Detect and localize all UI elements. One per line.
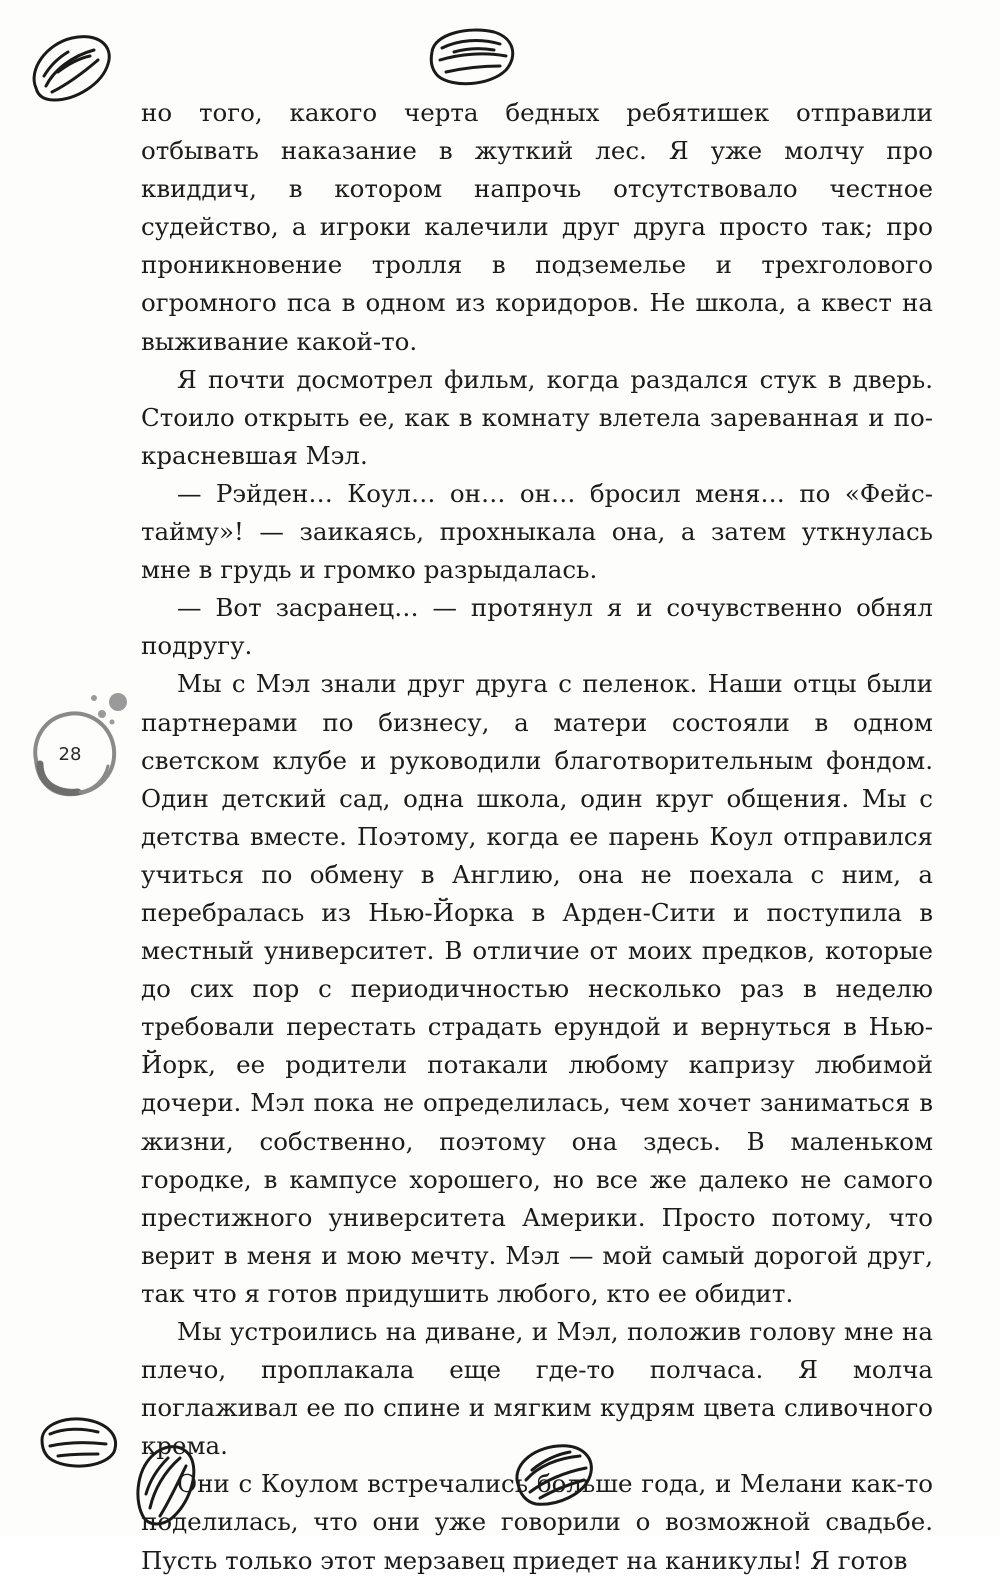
paragraph-1: но того, какого черта бедных ребятишек отправили отбывать наказание в жуткий лес. Я уже молчу про квиддич, в котором напрочь отсутствовало честное судейство, а игроки калечили друг друга просто так; про проникновение тролля в подземелье и трехголового огромного пса в одном из коридоров. Не школа, а квест на выживание какой-то. bbox=[141, 98, 933, 356]
paragraph-4: — Вот засранец… — протянул я и сочувственно обнял подругу. bbox=[141, 593, 933, 661]
raisin-icon-bottom-left bbox=[36, 1412, 122, 1472]
raisin-icon-top-center bbox=[424, 22, 520, 92]
raisin-icon-top-left bbox=[24, 30, 116, 108]
page-number-badge bbox=[18, 690, 128, 800]
body-text bbox=[141, 94, 933, 1580]
page-number: 28 bbox=[58, 744, 82, 765]
paragraph-3: — Рэйден… Коул… он… он… бросил меня… по «Фейстайму»! — заикаясь, прохныкала она, а затем уткнулась мне в грудь и громко разрыдалась. bbox=[141, 478, 933, 585]
paragraph-7: Они с Коулом встречались больше года, и Мелани как-то поделилась, что они уже говорили о возможной свадьбе. Пусть только этот мерзавец приедет на каникулы! Я готов bbox=[141, 1469, 933, 1575]
paragraph-6: Мы устроились на диване, и Мэл, положив голову мне на плечо, проплакала еще где-то полчаса. Я молча поглаживал ее по спине и мягким кудрям цвета сливочного крема. bbox=[141, 1317, 933, 1461]
paragraph-5: Мы с Мэл знали друг друга с пеленок. Наши отцы были партнерами по бизнесу, а матери состояли в одном светском клубе и руководили благотворительным фондом. Один детский сад, одна школа, один круг общения. Мы с детства вместе. Поэтому, когда ее парень Коул отправился учиться по обмену в Англию, она не поехала с ним, а перебралась из Нью-Йорка в Арден-Сити и поступила в местный университет. В отличие от моих предков, которые до сих пор с периодичностью несколько раз в неделю требовали перестать страдать ерундой и вернуться в Нью-Йорк, ее родители потакали любому капризу любимой дочери. Мэл пока не определилась, чем хочет заниматься в жизни, собственно, поэтому она здесь. В маленьком городке, в кампусе хорошего, но все же далеко не самого престижного университета Америки. Просто потому, что верит в меня и мою мечту. Мэл — мой самый дорогой друг, так что я готов придушить любого, кто ее обидит. bbox=[141, 669, 933, 1308]
paragraph-2: Я почти досмотрел фильм, когда раздался стук в дверь. Стоило открыть ее, как в комнату влетела зареванная и покрасневшая Мэл. bbox=[141, 364, 933, 470]
